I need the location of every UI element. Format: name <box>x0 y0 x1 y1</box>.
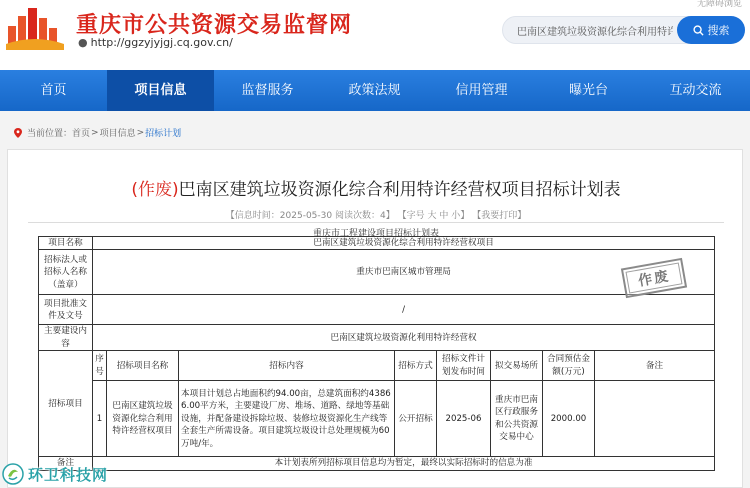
main-content-label: 主要建设内容 <box>39 325 93 351</box>
site-logo-icon[interactable] <box>6 6 64 50</box>
approval-value: / <box>93 295 715 325</box>
site-header <box>0 0 750 70</box>
location-pin-icon <box>14 128 22 138</box>
nav-item-home[interactable]: 首页 <box>40 83 67 98</box>
search-button[interactable] <box>677 16 745 44</box>
globe-icon: ● <box>78 36 88 49</box>
approval-label: 项目批准文件及文号 <box>39 295 93 325</box>
watermark <box>2 462 112 486</box>
note-label: 备注 <box>39 457 93 470</box>
font-medium-link[interactable]: 中 <box>439 211 449 221</box>
breadcrumb-bid-plan[interactable]: 招标计划 <box>145 129 182 139</box>
header-method: 招标方式 <box>395 351 437 381</box>
meta-open: 【信息时间： <box>225 211 280 221</box>
breadcrumb-home[interactable]: 首页 <box>72 129 91 139</box>
meta-date: 2025-05-30 <box>279 211 333 221</box>
font-small-link[interactable]: 小 <box>451 211 461 221</box>
search-button-label: 搜索 <box>707 25 730 37</box>
header-no: 序号 <box>93 351 107 381</box>
nav-item-supervision[interactable]: 监督服务 <box>241 83 294 98</box>
bid-item-label: 招标项目 <box>39 351 93 457</box>
nav-item-credit[interactable]: 信用管理 <box>455 83 508 98</box>
tenderer-label: 招标法人或招标人名称（盖章） <box>39 250 93 295</box>
breadcrumb-prefix: 当前位置： <box>27 129 73 139</box>
row-remark <box>595 381 715 457</box>
bid-plan-table <box>38 236 715 471</box>
page-title-text: 巴南区建筑垃圾资源化综合利用特许经营权项目招标计划表 <box>178 180 621 200</box>
header-venue: 拟交易场所 <box>491 351 543 381</box>
header-name: 招标项目名称 <box>107 351 179 381</box>
header-remark: 备注 <box>595 351 715 381</box>
project-name-label: 项目名称 <box>39 237 93 250</box>
row-method: 公开招标 <box>395 381 437 457</box>
tenderer-value: 重庆市巴南区城市管理局 <box>93 250 715 295</box>
row-amount: 2000.00 <box>543 381 595 457</box>
nav-item-exposure[interactable]: 曝光台 <box>568 83 608 98</box>
accessibility-link[interactable]: 无障碍浏览 <box>696 0 742 9</box>
header-content: 招标内容 <box>179 351 395 381</box>
search-input[interactable] <box>517 17 673 43</box>
nav-item-policy[interactable]: 政策法规 <box>348 83 401 98</box>
row-content: 本项目计划总占地面积约94.00亩，总建筑面积约43866.00平方米，主要建设厂房、堆场、道路、绿地等基础设施，并配备建设拆除垃圾、装修垃圾资源化生产线等全套生产所需设备。项目建筑垃圾设计总处理规模为60万吨/年。 <box>179 381 395 457</box>
meta-views: 4 <box>380 211 386 221</box>
site-url <box>78 36 233 49</box>
nav-item-interaction[interactable]: 互动交流 <box>669 83 722 98</box>
table-caption: 重庆市工程建设项目招标计划表 <box>312 229 439 239</box>
article-panel <box>7 149 743 488</box>
font-size-close: 】 <box>460 211 470 221</box>
watermark-text: 环卫科技网 <box>28 465 109 484</box>
note-value: 本计划表所列招标项目信息均为暂定，最终以实际招标时的信息为准 <box>93 457 715 470</box>
watermark-logo-icon <box>2 463 24 485</box>
breadcrumb <box>14 126 181 139</box>
main-nav <box>0 70 750 111</box>
breadcrumb-project-info[interactable]: 项目信息 <box>99 129 136 139</box>
row-name: 巴南区建筑垃圾资源化综合利用特许经营权项目 <box>107 381 179 457</box>
font-large-link[interactable]: 大 <box>427 211 437 221</box>
main-content-value: 巴南区建筑垃圾资源化利用特许经营权 <box>93 325 715 351</box>
header-publish-time: 招标文件计划发布时间 <box>437 351 491 381</box>
breadcrumb-separator: > <box>91 127 99 138</box>
meta-close: 】 <box>385 211 395 221</box>
article-meta <box>8 208 744 221</box>
search-box <box>502 16 745 44</box>
site-title[interactable]: 重庆市公共资源交易监督网 <box>76 13 353 38</box>
row-no: 1 <box>93 381 107 457</box>
divider <box>28 222 724 223</box>
page-title <box>8 175 744 200</box>
font-size-label: 【字号 <box>397 211 425 221</box>
breadcrumb-separator: > <box>136 127 145 138</box>
row-venue: 重庆市巴南区行政服务和公共资源交易中心 <box>491 381 543 457</box>
print-link[interactable]: 【我要打印】 <box>472 211 527 221</box>
table-row <box>39 381 715 457</box>
header-amount: 合同预估金额(万元) <box>543 351 595 381</box>
nav-item-project-info[interactable]: 项目信息 <box>107 70 214 111</box>
meta-views-label: 阅读次数： <box>334 211 380 221</box>
site-url-text: http://ggzyjyjgj.cq.gov.cn/ <box>90 36 233 49</box>
project-name-value: 巴南区建筑垃圾资源化综合利用特许经营权项目 <box>93 237 715 250</box>
void-tag: (作废) <box>131 180 179 200</box>
row-publish-time: 2025-06 <box>437 381 491 457</box>
void-stamp: 作废 <box>621 258 687 298</box>
search-icon <box>693 25 704 36</box>
